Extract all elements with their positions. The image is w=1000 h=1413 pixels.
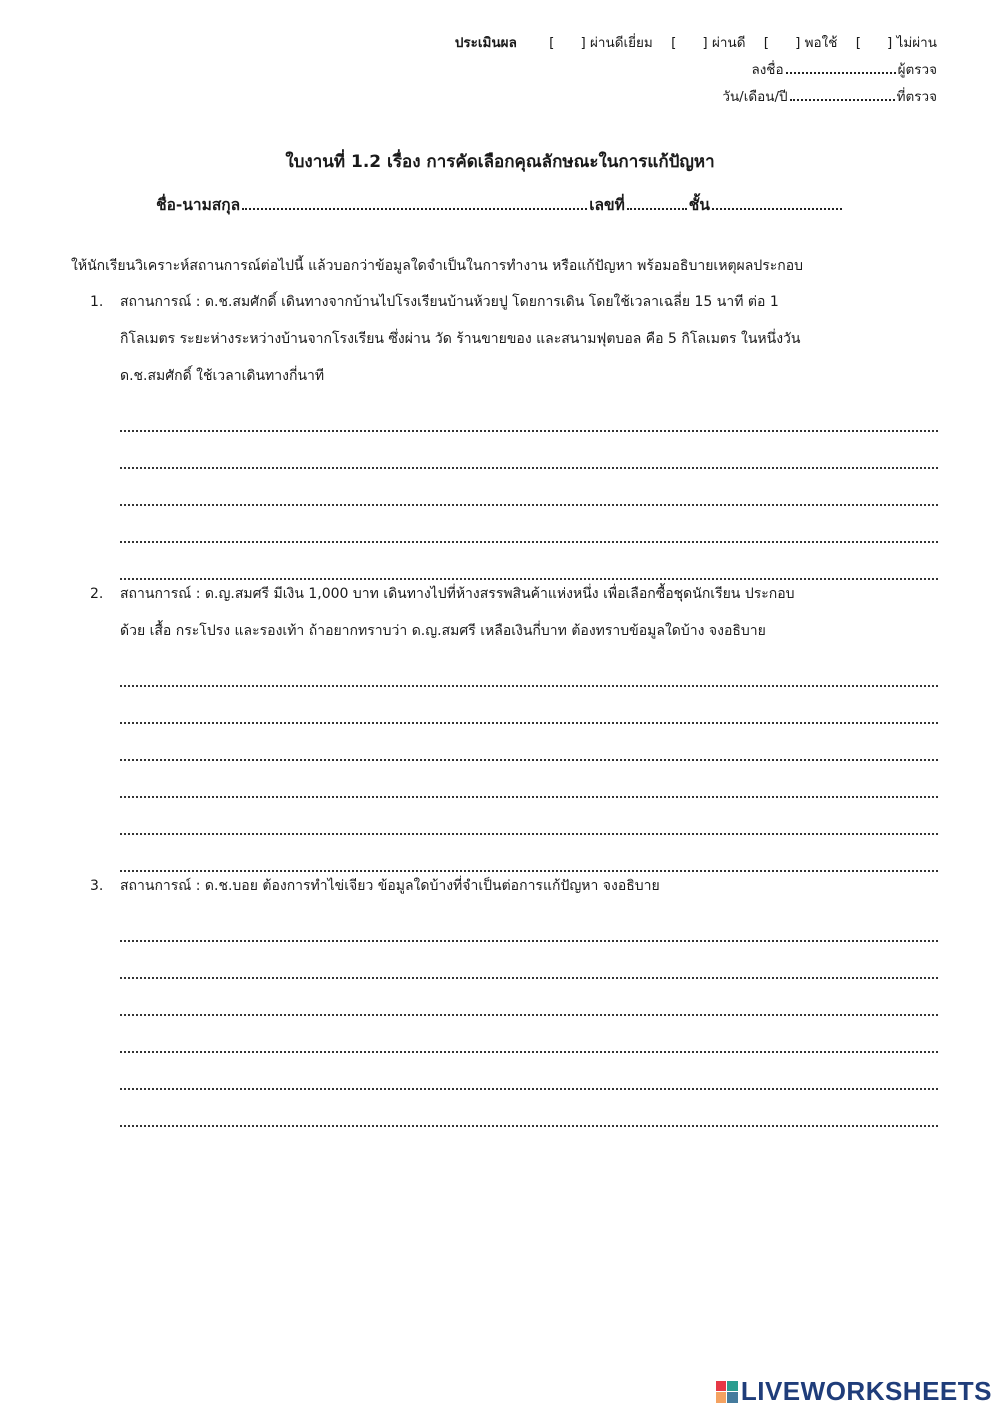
instruction-text: ให้นักเรียนวิเคราะห์สถานการณ์ต่อไปนี้ แล้วบอกว่าข้อมูลใดจำเป็นในการทำงาน หรือแก้ปัญหา พร้อมอธิบายเหตุผลประกอบ — [71, 258, 804, 274]
answer-line[interactable] — [120, 761, 938, 798]
question-1-text — [90, 284, 938, 395]
question-1-number: 1. — [90, 294, 104, 310]
option-good[interactable] — [671, 35, 745, 51]
answer-line[interactable] — [120, 650, 938, 687]
answer-line[interactable] — [120, 543, 938, 580]
question-1 — [90, 284, 938, 580]
question-3-number: 3. — [90, 878, 104, 894]
answer-line[interactable] — [120, 1053, 938, 1090]
number-label: เลขที่ — [589, 196, 625, 214]
class-label: ชั้น — [688, 196, 710, 214]
evaluation-row — [455, 30, 937, 57]
signer-label: ลงชื่อ — [751, 62, 784, 78]
date-field[interactable] — [790, 85, 895, 101]
logo-tile — [716, 1381, 727, 1392]
question-2 — [90, 576, 938, 872]
question-3-line-1: สถานการณ์ : ด.ช.บอย ต้องการทำไข่เจียว ข้อมูลใดบ้างที่จำเป็นต่อการแก้ปัญหา จงอธิบาย — [120, 878, 660, 894]
answer-line[interactable] — [120, 724, 938, 761]
option-fair-label: พอใช้ — [804, 35, 838, 51]
logo-tile — [727, 1381, 738, 1392]
evaluation-label: ประเมินผล — [454, 35, 517, 51]
checkbox-fail[interactable]: [ ] — [855, 35, 893, 51]
name-field[interactable] — [242, 194, 587, 210]
checkbox-good[interactable]: [ ] — [671, 35, 708, 51]
liveworksheets-logo[interactable] — [716, 1376, 992, 1407]
answer-line[interactable] — [120, 798, 938, 835]
student-info-row — [0, 192, 1000, 217]
answer-line[interactable] — [120, 687, 938, 724]
answer-line[interactable] — [120, 835, 938, 872]
signer-suffix: ผู้ตรวจ — [897, 62, 937, 78]
liveworksheets-logo-icon — [716, 1381, 738, 1403]
option-fail[interactable] — [856, 35, 937, 51]
answer-line[interactable] — [120, 905, 938, 942]
option-fair[interactable] — [764, 35, 838, 51]
answer-line[interactable] — [120, 1090, 938, 1127]
answer-line[interactable] — [120, 979, 938, 1016]
answer-line[interactable] — [120, 469, 938, 506]
checkbox-excellent[interactable]: [ ] — [549, 35, 586, 51]
logo-tile — [716, 1392, 727, 1403]
name-label: ชื่อ-นามสกุล — [156, 196, 241, 214]
class-field[interactable] — [712, 194, 842, 210]
question-1-line-1: สถานการณ์ : ด.ช.สมศักดิ์ เดินทางจากบ้านไปโรงเรียนบ้านห้วยปู โดยการเดิน โดยใช้เวลาเฉลี่ย 15 นาที ต่อ 1 — [120, 294, 779, 310]
evaluation-box — [455, 30, 937, 111]
answer-line[interactable] — [120, 432, 938, 469]
date-label: วัน/เดือน/ปี — [722, 89, 788, 105]
question-2-line-2: ด้วย เสื้อ กระโปรง และรองเท้า ถ้าอยากทราบว่า ด.ญ.สมศรี เหลือเงินกี่บาท ต้องทราบข้อมูลใดบ้าง จงอธิบาย — [120, 623, 766, 639]
question-2-text — [90, 576, 938, 650]
question-3-text — [90, 868, 938, 905]
question-3 — [90, 868, 938, 1127]
worksheet-title: ใบงานที่ 1.2 เรื่อง การคัดเลือกคุณลักษณะในการแก้ปัญหา — [285, 152, 715, 172]
answer-line[interactable] — [120, 395, 938, 432]
date-suffix: ที่ตรวจ — [896, 89, 937, 105]
answer-line[interactable] — [120, 942, 938, 979]
question-2-line-1: สถานการณ์ : ด.ญ.สมศรี มีเงิน 1,000 บาท เดินทางไปที่ห้างสรรพสินค้าแห่งหนึ่ง เพื่อเลือกซื้อชุดนักเรียน ประกอบ — [120, 586, 795, 602]
signer-field[interactable] — [786, 58, 896, 74]
option-fail-label: ไม่ผ่าน — [896, 35, 937, 51]
question-2-number: 2. — [90, 586, 104, 602]
option-excellent[interactable] — [549, 35, 653, 51]
answer-line[interactable] — [120, 506, 938, 543]
checkbox-fair[interactable]: [ ] — [763, 35, 801, 51]
answer-line[interactable] — [120, 1016, 938, 1053]
date-row — [455, 84, 937, 111]
signer-row — [455, 57, 937, 84]
option-good-label: ผ่านดี — [712, 35, 746, 51]
question-1-line-2: กิโลเมตร ระยะห่างระหว่างบ้านจากโรงเรียน ซึ่งผ่าน วัด ร้านขายของ และสนามฟุตบอล คือ 5 กิโลเมตร ในหนึ่งวัน — [120, 331, 801, 347]
liveworksheets-logo-text: LIVEWORKSHEETS — [740, 1376, 992, 1406]
question-1-line-3: ด.ช.สมศักดิ์ ใช้เวลาเดินทางกี่นาที — [120, 368, 325, 384]
number-field[interactable] — [627, 194, 687, 210]
logo-tile — [727, 1392, 738, 1403]
option-excellent-label: ผ่านดีเยี่ยม — [590, 35, 653, 51]
